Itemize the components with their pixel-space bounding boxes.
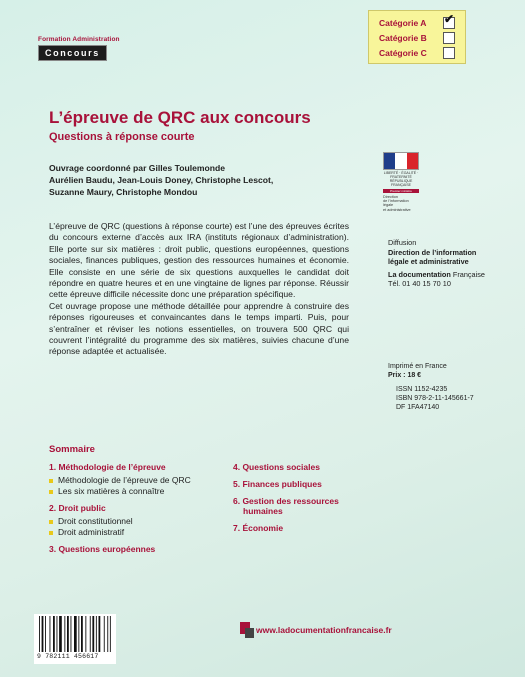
logo-bar: Premier ministre bbox=[383, 189, 419, 193]
category-c-row bbox=[379, 45, 465, 60]
sommaire-heading: 6. Gestion des ressources bbox=[233, 496, 339, 506]
printed-info bbox=[388, 362, 447, 380]
category-b-label: Catégorie B bbox=[379, 32, 427, 43]
bullet-icon bbox=[49, 520, 53, 524]
category-b-checkbox bbox=[443, 32, 455, 44]
ladoc-line: La documentation Française bbox=[388, 269, 485, 279]
french-flag-icon bbox=[383, 152, 419, 170]
sommaire-heading-cont: humaines bbox=[243, 506, 283, 516]
category-a-checkbox bbox=[443, 11, 455, 29]
series-name: Concours bbox=[38, 45, 107, 61]
price: Prix : 18 € bbox=[388, 372, 422, 379]
sommaire-heading: 1. Méthodologie de l’épreuve bbox=[49, 462, 166, 472]
category-a-label: Catégorie A bbox=[379, 17, 427, 28]
barcode-bars bbox=[37, 616, 113, 652]
barcode-number: 9 782111 456617 bbox=[37, 653, 99, 660]
sommaire-item: Les six matières à connaître bbox=[49, 486, 191, 497]
category-a-row bbox=[379, 11, 465, 30]
sommaire-section-2 bbox=[49, 503, 133, 538]
sommaire-heading-4: 4. Questions sociales bbox=[233, 462, 320, 472]
df-code: DF 1FA47140 bbox=[396, 404, 440, 411]
logo-dila-text: Direction de l’information légale et administrative bbox=[383, 195, 411, 212]
sommaire-section-6 bbox=[233, 496, 339, 516]
series-badge bbox=[38, 36, 134, 62]
issn: ISSN 1152-4235 bbox=[396, 386, 448, 393]
checkmark-icon: ✔ bbox=[444, 11, 455, 26]
sommaire-heading-3: 3. Questions européennes bbox=[49, 544, 156, 554]
sommaire-item: Droit constitutionnel bbox=[49, 516, 133, 527]
authors-line: Aurélien Baudu, Jean-Louis Doney, Christophe Lescot, bbox=[49, 175, 274, 185]
series-label: Formation Administration bbox=[38, 36, 120, 43]
book-subtitle: Questions à réponse courte bbox=[49, 131, 195, 143]
premier-ministre-logo bbox=[383, 152, 419, 212]
barcode bbox=[34, 614, 116, 664]
description-paragraph: L’épreuve de QRC (questions à réponse courte) est l’une des épreuves écrites du concours externe d’accès aux IRA (instituts régionaux d’administration). Elle porte sur six matières : droit public, questions européennes, questions sociales, finances publiques, gestion des ressources humaines et économie. Elle consiste en une série de six questions auxquelles le candidat doit répondre en quatre heures et en une vingtaine de lignes par réponse. Réussir cette épreuve difficile nécessite donc une préparation spécifique. bbox=[49, 221, 349, 300]
sommaire-item: Droit administratif bbox=[49, 527, 133, 538]
book-title: L’épreuve de QRC aux concours bbox=[49, 108, 311, 127]
phone: Tél. 01 40 15 70 10 bbox=[388, 279, 451, 288]
category-b-row bbox=[379, 30, 465, 45]
diffusion-label: Diffusion bbox=[388, 238, 417, 247]
logo-rf-text: LIBERTÉ · ÉGALITÉ · FRATERNITÉ RÉPUBLIQUE FRANÇAISE bbox=[383, 171, 419, 187]
website-link[interactable]: www.ladocumentationfrancaise.fr bbox=[256, 625, 392, 635]
sommaire-item: Méthodologie de l’épreuve de QRC bbox=[49, 475, 191, 486]
ladoc-logo-icon bbox=[240, 622, 254, 638]
sommaire-section-1 bbox=[49, 462, 191, 497]
authors-line: Ouvrage coordonné par Gilles Toulemonde bbox=[49, 163, 226, 173]
diffusion-org: légale et administrative bbox=[388, 257, 469, 266]
category-box bbox=[368, 10, 466, 64]
sommaire-heading-7: 7. Économie bbox=[233, 523, 284, 533]
printed-in: Imprimé en France bbox=[388, 363, 447, 370]
sommaire-heading: 2. Droit public bbox=[49, 503, 106, 513]
isbn: ISBN 978-2-11-145661-7 bbox=[396, 395, 474, 402]
bullet-icon bbox=[49, 490, 53, 494]
sommaire-heading-5: 5. Finances publiques bbox=[233, 479, 322, 489]
bullet-icon bbox=[49, 479, 53, 483]
description-paragraph: Cet ouvrage propose une méthode détaillée pour apprendre à construire des réponses rigoureuses et convaincantes dans le temps imparti. Puis, pour s’entraîner et réviser les notions essentielles, on trouvera 500 QRC qui couvrent l’intégralité du programme des six matières, suivies chacune d’une réponse adaptée et actualisée. bbox=[49, 300, 349, 357]
category-c-label: Catégorie C bbox=[379, 47, 427, 58]
sommaire-title: Sommaire bbox=[49, 444, 95, 455]
isbn-block bbox=[396, 385, 474, 412]
bullet-icon bbox=[49, 531, 53, 535]
description bbox=[49, 221, 349, 358]
authors-line: Suzanne Maury, Christophe Mondou bbox=[49, 187, 198, 197]
diffusion-org: Direction de l’information bbox=[388, 247, 477, 257]
category-c-checkbox bbox=[443, 47, 455, 59]
diffusion-info bbox=[388, 238, 518, 289]
authors bbox=[49, 162, 273, 198]
